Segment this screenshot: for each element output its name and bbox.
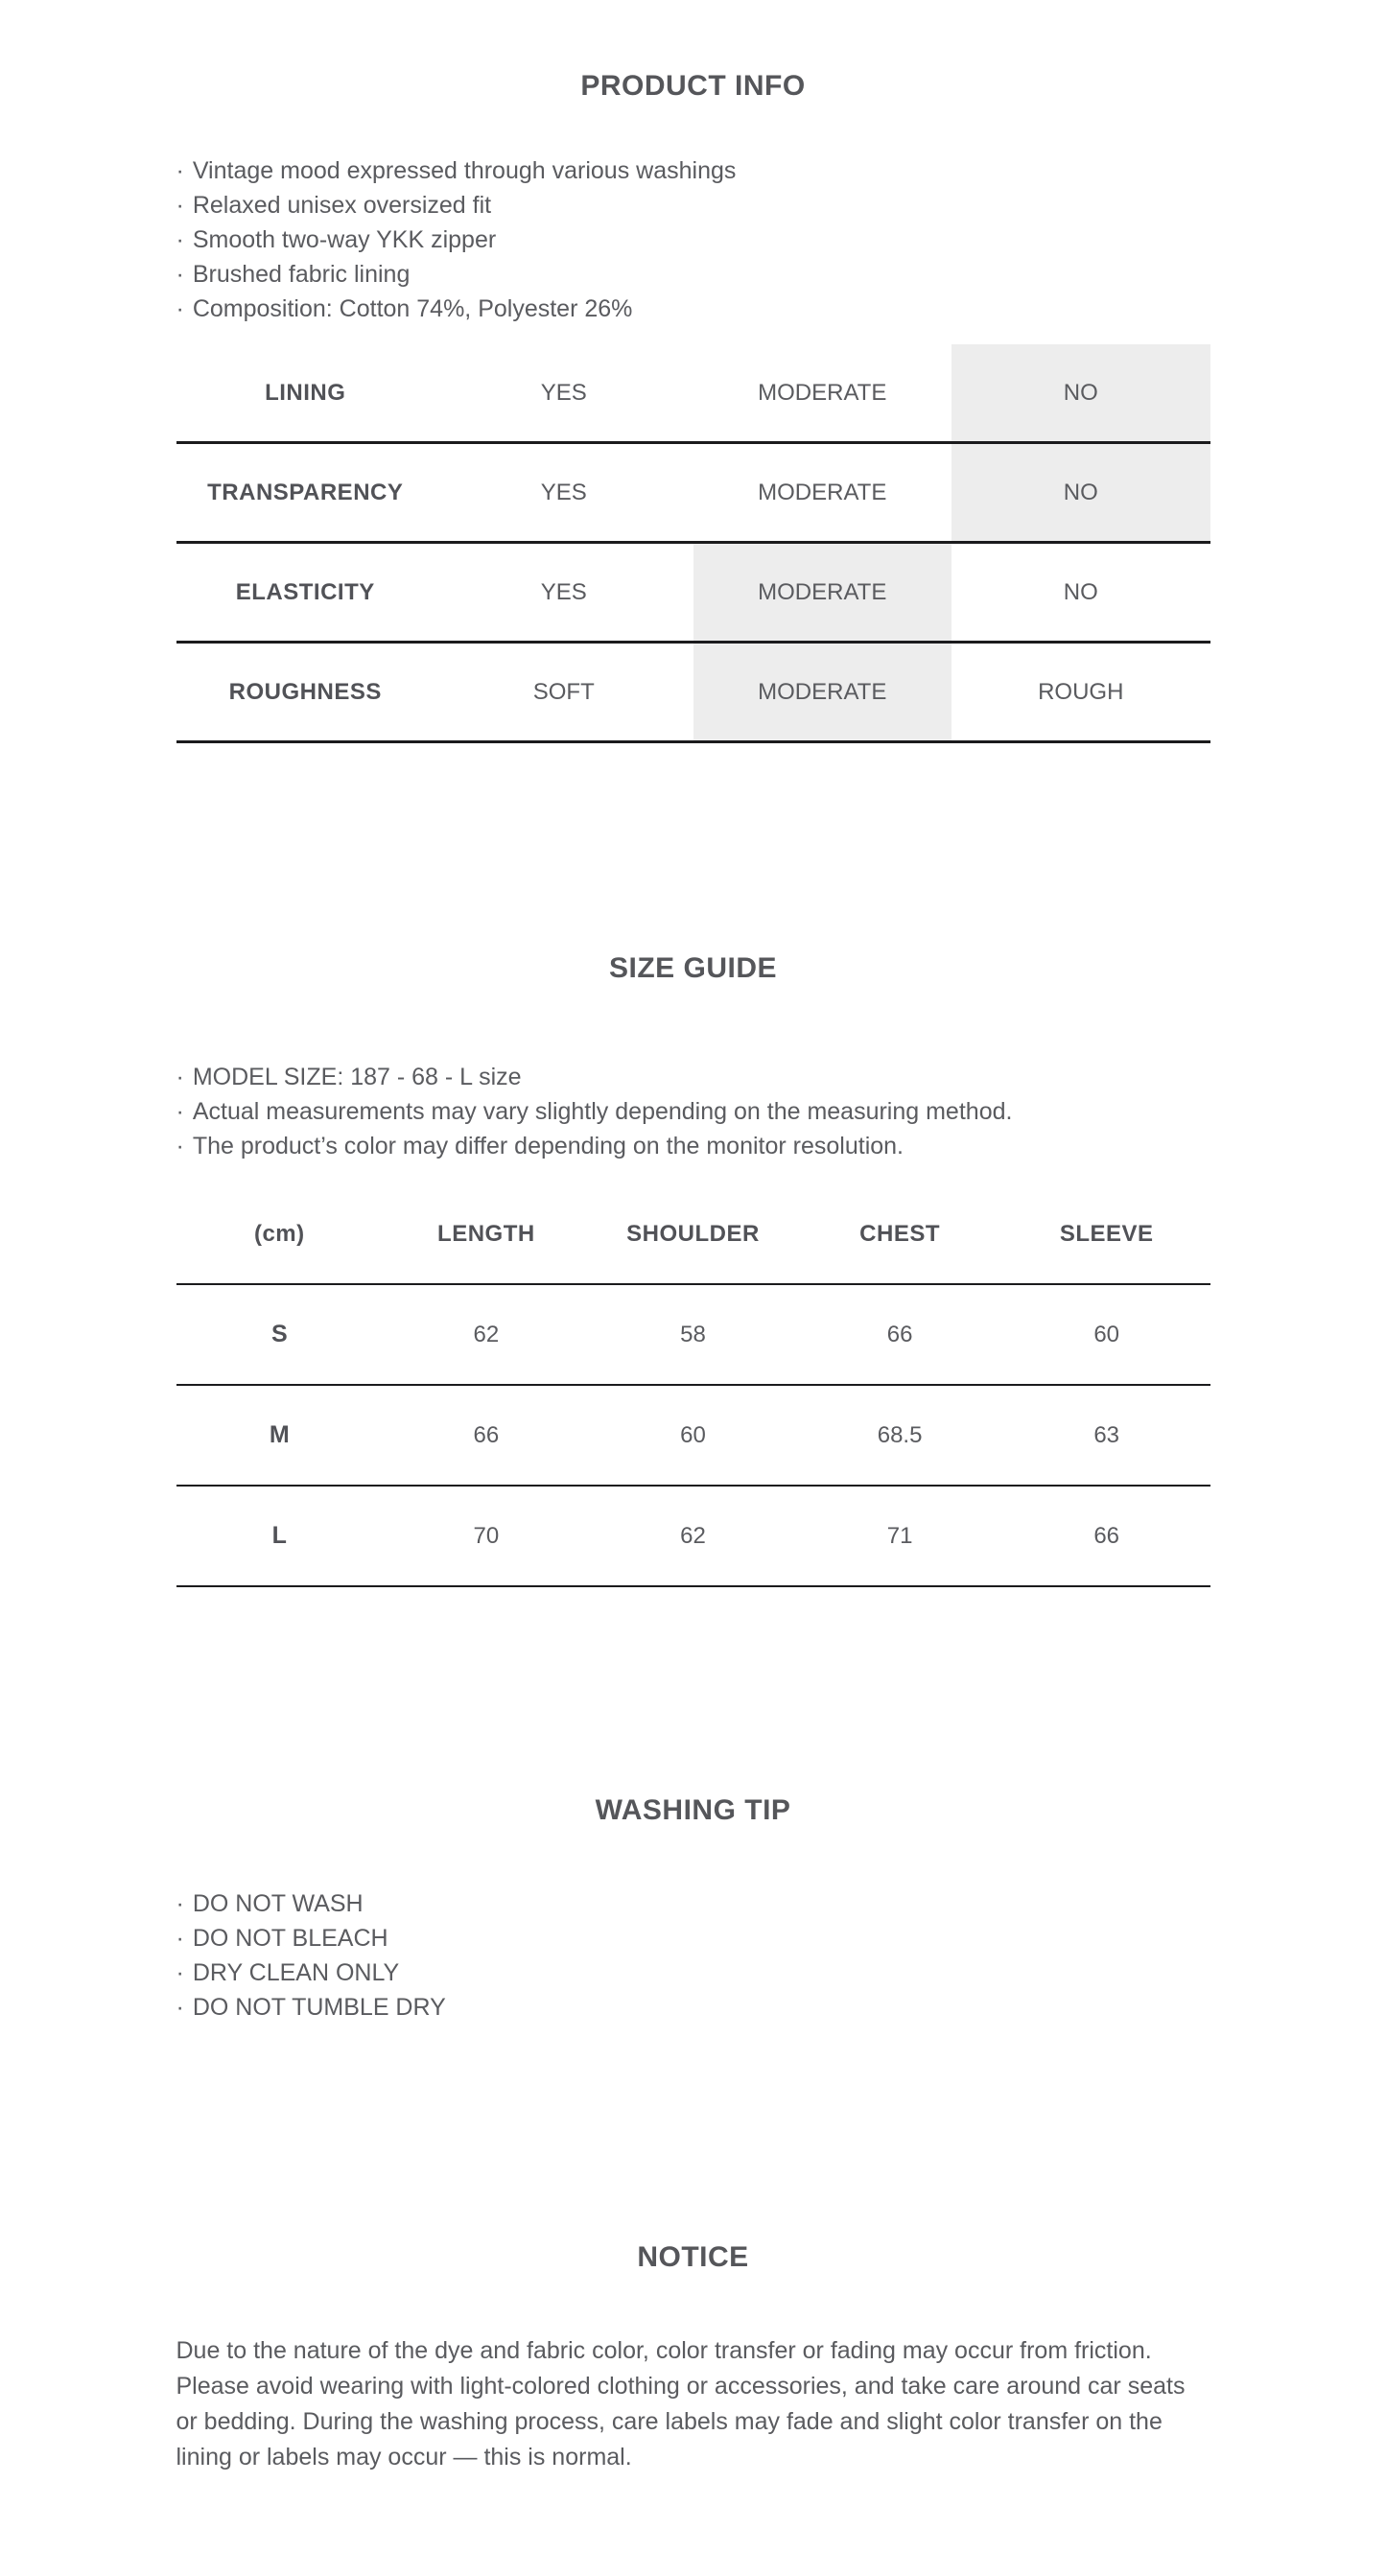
size-value: 60 xyxy=(1003,1284,1210,1385)
size-row-label: M xyxy=(176,1385,384,1486)
size-value: 62 xyxy=(383,1284,590,1385)
size-value: 63 xyxy=(1003,1385,1210,1486)
size-value: 66 xyxy=(1003,1486,1210,1586)
attribute-option-selected: NO xyxy=(951,344,1210,443)
bullet-text: DO NOT BLEACH xyxy=(192,1925,388,1952)
bullet-text: DRY CLEAN ONLY xyxy=(192,1959,400,1986)
size-value: 62 xyxy=(590,1486,797,1586)
bullet-text: Brushed fabric lining xyxy=(192,261,411,288)
bullet-item xyxy=(176,1886,1210,1921)
size-row-s xyxy=(176,1284,1210,1385)
bullet-dot: · xyxy=(176,1890,184,1917)
bullet-item xyxy=(176,188,1210,222)
size-measurements-table xyxy=(176,1184,1210,1587)
bullet-dot: · xyxy=(176,1064,184,1090)
size-row-l xyxy=(176,1486,1210,1586)
notice-section xyxy=(176,2333,1210,2475)
size-guide-bullet-list xyxy=(176,1060,1210,1163)
bullet-item xyxy=(176,1129,1210,1163)
bullet-item xyxy=(176,153,1210,188)
attribute-option-selected: MODERATE xyxy=(693,543,952,643)
attribute-row-elasticity xyxy=(176,543,1210,643)
size-table-header-row xyxy=(176,1184,1210,1284)
bullet-item xyxy=(176,1094,1210,1129)
bullet-text: DO NOT WASH xyxy=(192,1890,364,1917)
attribute-row-roughness xyxy=(176,643,1210,742)
bullet-dot: · xyxy=(176,1098,184,1125)
washing-tip-section-title: WASHING TIP xyxy=(595,1794,791,1826)
size-value: 66 xyxy=(796,1284,1003,1385)
bullet-dot: · xyxy=(176,295,184,322)
attribute-row-lining xyxy=(176,344,1210,443)
attribute-label: ROUGHNESS xyxy=(176,643,435,742)
product-info-bullet-list xyxy=(176,153,1210,326)
attribute-option-selected: NO xyxy=(951,443,1210,543)
bullet-dot: · xyxy=(176,1994,184,2021)
size-value: 70 xyxy=(383,1486,590,1586)
size-row-label: L xyxy=(176,1486,384,1586)
product-info-section-title: PRODUCT INFO xyxy=(580,70,806,102)
bullet-text: MODEL SIZE: 187 - 68 - L size xyxy=(192,1064,522,1090)
attribute-option: ROUGH xyxy=(951,643,1210,742)
bullet-dot: · xyxy=(176,192,184,219)
bullet-dot: · xyxy=(176,1959,184,1986)
bullet-dot: · xyxy=(176,157,184,184)
attribute-option: MODERATE xyxy=(693,443,952,543)
bullet-text: DO NOT TUMBLE DRY xyxy=(192,1994,446,2021)
bullet-item xyxy=(176,1990,1210,2025)
bullet-text: Smooth two-way YKK zipper xyxy=(192,226,497,253)
attribute-option: MODERATE xyxy=(693,344,952,443)
attribute-label: TRANSPARENCY xyxy=(176,443,435,543)
notice-section-title: NOTICE xyxy=(637,2241,749,2273)
fabric-attributes-table xyxy=(176,344,1210,743)
size-col-header: LENGTH xyxy=(383,1184,590,1284)
attribute-label: LINING xyxy=(176,344,435,443)
bullet-item xyxy=(176,1955,1210,1990)
bullet-text: Composition: Cotton 74%, Polyester 26% xyxy=(192,295,633,322)
attribute-option: YES xyxy=(435,543,693,643)
bullet-text: The product’s color may differ depending on the monitor resolution. xyxy=(192,1133,904,1159)
bullet-dot: · xyxy=(176,261,184,288)
size-col-header: CHEST xyxy=(796,1184,1003,1284)
size-col-header: SLEEVE xyxy=(1003,1184,1210,1284)
attribute-option: SOFT xyxy=(435,643,693,742)
size-row-label: S xyxy=(176,1284,384,1385)
bullet-dot: · xyxy=(176,226,184,253)
size-col-header: SHOULDER xyxy=(590,1184,797,1284)
size-value: 71 xyxy=(796,1486,1003,1586)
attribute-label: ELASTICITY xyxy=(176,543,435,643)
bullet-item xyxy=(176,292,1210,326)
notice-paragraph: Due to the nature of the dye and fabric color, color transfer or fading may occur from friction. Please avoid wearing with light-colored clothing or accessories, and take care around car seats or bedding. During the washing process, care labels may fade and slight color transfer on the lining or labels may occur — this is normal. xyxy=(176,2337,1186,2471)
attribute-option: YES xyxy=(435,443,693,543)
attribute-row-transparency xyxy=(176,443,1210,543)
bullet-dot: · xyxy=(176,1133,184,1159)
size-guide-section-title: SIZE GUIDE xyxy=(608,952,778,984)
bullet-text: Actual measurements may vary slightly depending on the measuring method. xyxy=(192,1098,1013,1125)
bullet-item xyxy=(176,222,1210,257)
washing-tip-bullet-list xyxy=(176,1886,1210,2025)
size-value: 66 xyxy=(383,1385,590,1486)
size-value: 68.5 xyxy=(796,1385,1003,1486)
attribute-option-selected: MODERATE xyxy=(693,643,952,742)
attribute-option: NO xyxy=(951,543,1210,643)
size-value: 58 xyxy=(590,1284,797,1385)
size-unit-header: (cm) xyxy=(176,1184,384,1284)
size-row-m xyxy=(176,1385,1210,1486)
bullet-item xyxy=(176,257,1210,292)
attribute-option: YES xyxy=(435,344,693,443)
bullet-text: Relaxed unisex oversized fit xyxy=(192,192,492,219)
bullet-dot: · xyxy=(176,1925,184,1952)
bullet-item xyxy=(176,1060,1210,1094)
bullet-text: Vintage mood expressed through various washings xyxy=(192,157,737,184)
size-value: 60 xyxy=(590,1385,797,1486)
bullet-item xyxy=(176,1921,1210,1955)
